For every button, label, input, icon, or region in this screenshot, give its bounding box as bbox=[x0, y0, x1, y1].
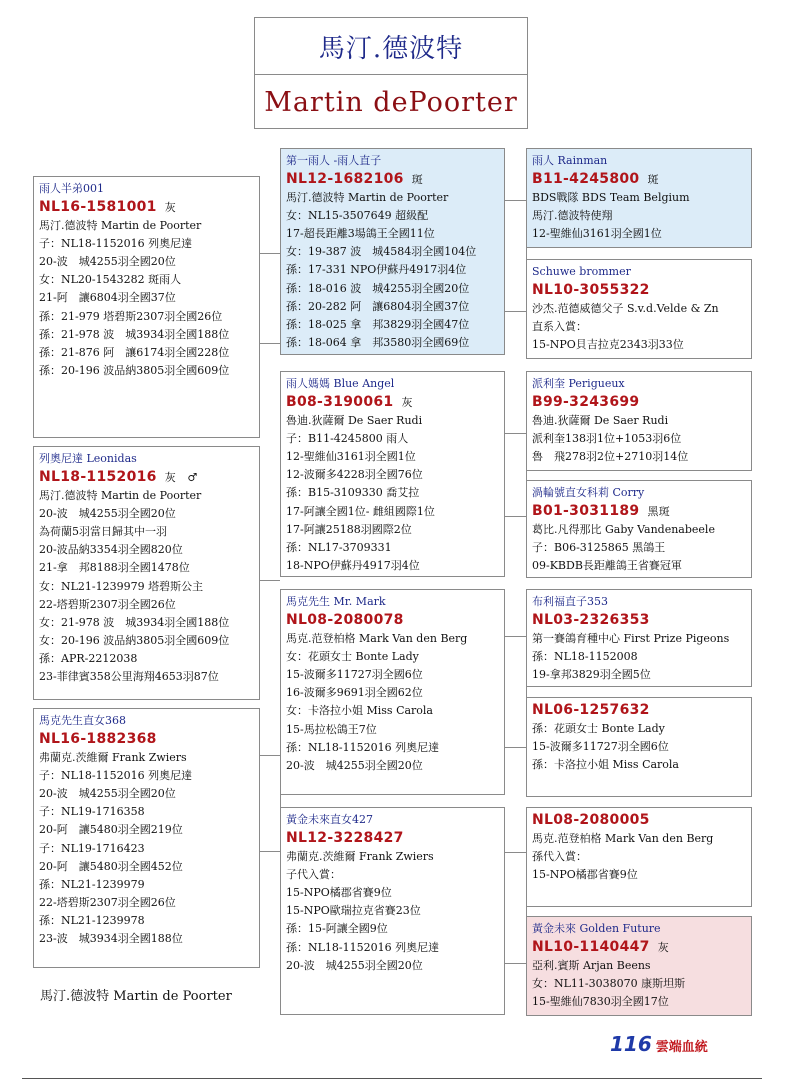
card-name: 列奧尼達 Leonidas bbox=[39, 452, 137, 465]
card-dam-sire bbox=[526, 371, 752, 471]
card-line: 女：NL20-1543282 斑雨人 bbox=[39, 273, 182, 287]
card-line: 孫：21-978 波 城3934羽全國188位 bbox=[39, 327, 230, 341]
card-line: 孫：21-979 塔碧斯2307羽全國26位 bbox=[39, 309, 223, 323]
color-text: 灰 bbox=[401, 396, 413, 410]
card-name: 布利福直子353 bbox=[532, 595, 608, 608]
card-line: 孫：18-064 拿 邦3580羽全國69位 bbox=[286, 335, 470, 349]
card-sire-sire bbox=[526, 148, 752, 248]
card-line: 亞利.賓斯 Arjan Beens bbox=[532, 959, 651, 973]
connector-line bbox=[260, 253, 281, 344]
connector-line bbox=[260, 580, 280, 582]
card-line: 弗蘭克.茨維爾 Frank Zwiers bbox=[286, 850, 434, 864]
card-line: 15-聖維仙7830羽全國17位 bbox=[532, 995, 669, 1009]
ring-text: NL08-2080005 bbox=[532, 812, 650, 828]
ring-number bbox=[286, 611, 500, 630]
card-line: 17-阿讓25188羽國際2位 bbox=[286, 522, 412, 536]
ring-number bbox=[532, 611, 747, 630]
card-line: 19-拿邦3829羽全國5位 bbox=[532, 668, 651, 682]
card-line: 20-波 城4255羽全國20位 bbox=[39, 255, 176, 269]
card-name: 雨人 Rainman bbox=[532, 154, 608, 167]
ring-number bbox=[39, 198, 255, 217]
ring-number bbox=[532, 502, 747, 521]
card-line: 魯迪.狄薩爾 De Saer Rudi bbox=[532, 414, 669, 428]
logo-text: 雲端血統 bbox=[655, 1040, 708, 1055]
card-line: 女：20-196 波品納3805羽全國609位 bbox=[39, 633, 230, 647]
connector-line bbox=[505, 636, 527, 748]
card-sire bbox=[280, 148, 505, 355]
ring-text: NL08-2080078 bbox=[286, 612, 404, 629]
ring-text: NL03-2326353 bbox=[532, 612, 650, 629]
card-line: 派利奎138羽1位+1053羽6位 bbox=[532, 432, 682, 446]
card-line: 馬汀.德波特使翔 bbox=[532, 209, 613, 223]
card-subject-3 bbox=[33, 708, 260, 968]
card-line: 09-KBDB長距離鴿王省賽冠軍 bbox=[532, 559, 682, 573]
card-line: 馬汀.德波特 Martin de Poorter bbox=[39, 489, 202, 503]
card-line: 孫：20-282 阿 讓6804羽全國37位 bbox=[286, 299, 470, 313]
ring-text: B11-4245800 bbox=[532, 171, 640, 188]
card-line: 孫：NL18-1152016 列奧尼達 bbox=[286, 740, 440, 754]
ring-text: B01-3031189 bbox=[532, 503, 640, 520]
card-sire3-dam bbox=[526, 697, 752, 797]
card-name: 雨人半弟001 bbox=[39, 182, 104, 195]
card-line: 12-波爾多4228羽全國76位 bbox=[286, 468, 423, 482]
card-line: 孫：15-阿讓全國9位 bbox=[286, 922, 388, 936]
card-line: 第一賽鴿育種中心 First Prize Pigeons bbox=[532, 632, 730, 646]
card-name: Schuwe brommer bbox=[532, 265, 631, 278]
card-line: 20-波 城4255羽全國20位 bbox=[286, 958, 423, 972]
card-line: 17-阿讓全國1位- 雌組國際1位 bbox=[286, 504, 435, 518]
ring-text: NL16-1882368 bbox=[39, 731, 157, 748]
card-line: 孫：卡洛拉小姐 Miss Carola bbox=[532, 758, 679, 772]
ring-number bbox=[532, 811, 747, 830]
card-name: 派利奎 Perigueux bbox=[532, 377, 625, 390]
ring-number bbox=[532, 701, 747, 720]
card-subject-2 bbox=[33, 446, 260, 700]
card-dam bbox=[280, 371, 505, 577]
card-line: 孫：17-331 NPO伊蘇丹4917羽4位 bbox=[286, 263, 467, 277]
card-line: 孫：21-876 阿 讓6174羽全國228位 bbox=[39, 345, 230, 359]
card-line: 女：卡洛拉小姐 Miss Carola bbox=[286, 704, 433, 718]
card-name: 雨人媽媽 Blue Angel bbox=[286, 377, 395, 390]
ring-text: NL10-3055322 bbox=[532, 282, 650, 299]
title-chinese: 馬汀.德波特 bbox=[255, 18, 527, 75]
breeder-footer: 馬汀.德波特 Martin de Poorter bbox=[40, 989, 232, 1004]
connector-line bbox=[505, 200, 527, 312]
card-line: 孫：20-196 波品納3805羽全國609位 bbox=[39, 363, 230, 377]
card-name: 馬克先生直女368 bbox=[39, 714, 126, 727]
card-line: 直系入賞： bbox=[532, 320, 587, 334]
ring-number bbox=[286, 829, 500, 848]
card-line: 女：19-387 波 城4584羽全國104位 bbox=[286, 245, 477, 259]
card-line: 20-波 城4255羽全國20位 bbox=[39, 507, 176, 521]
card-line: 22-塔碧斯2307羽全國26位 bbox=[39, 597, 176, 611]
logo-number: 116 bbox=[610, 1032, 652, 1056]
card-line: 葛比.凡得那比 Gaby Vandenabeele bbox=[532, 523, 715, 537]
card-line: 馬汀.德波特 Martin de Poorter bbox=[39, 219, 202, 233]
card-line: 子：B06-3125865 黑鴿王 bbox=[532, 541, 666, 555]
ring-text: B99-3243699 bbox=[532, 394, 640, 411]
card-line: 20-阿 讓5480羽全國452位 bbox=[39, 859, 183, 873]
card-line: 為荷蘭5羽當日歸其中一羽 bbox=[39, 525, 167, 539]
ring-number bbox=[532, 281, 747, 300]
card-line: 子：NL18-1152016 列奧尼達 bbox=[39, 769, 193, 783]
card-line: 16-波爾多9691羽全國62位 bbox=[286, 686, 423, 700]
card-sire-3 bbox=[280, 589, 505, 795]
card-line: 21-阿 讓6804羽全國37位 bbox=[39, 291, 176, 305]
card-line: 15-馬拉松鴿王7位 bbox=[286, 722, 377, 736]
ring-text: NL10-1140447 bbox=[532, 939, 650, 956]
color-text: 斑 bbox=[411, 173, 424, 187]
color-text: 灰 bbox=[164, 201, 177, 215]
card-line: 子：NL19-1716423 bbox=[39, 841, 145, 855]
card-line: 女：NL21-1239979 塔碧斯公主 bbox=[39, 579, 204, 593]
card-line: 22-塔碧斯2307羽全國26位 bbox=[39, 895, 176, 909]
ring-number bbox=[532, 938, 747, 957]
card-line: 子：B11-4245800 雨人 bbox=[286, 432, 409, 446]
card-line: 弗蘭克.茨維爾 Frank Zwiers bbox=[39, 751, 187, 765]
ring-number bbox=[286, 393, 500, 412]
ring-number bbox=[39, 468, 255, 487]
ring-text: NL12-3228427 bbox=[286, 830, 404, 847]
connector-line bbox=[505, 852, 527, 964]
connector-line bbox=[505, 433, 527, 517]
card-dam-dam bbox=[526, 480, 752, 578]
color-text: 黑斑 bbox=[647, 505, 671, 519]
card-line: 18-NPO伊蘇丹4917羽4位 bbox=[286, 558, 420, 572]
card-line: 孫：NL21-1239979 bbox=[39, 877, 145, 891]
card-name: 黃金未來直女427 bbox=[286, 813, 373, 826]
card-line: 女：21-978 波 城3934羽全國188位 bbox=[39, 615, 230, 629]
card-line: 孫代入賞： bbox=[532, 850, 587, 864]
title-english: Martin dePoorter bbox=[264, 87, 518, 118]
card-line: 23-波 城3934羽全國188位 bbox=[39, 932, 183, 946]
ring-text: NL06-1257632 bbox=[532, 702, 650, 718]
ring-number bbox=[532, 393, 747, 412]
card-dam3-dam bbox=[526, 916, 752, 1016]
card-line: 17-超長距離3場鴿王全國11位 bbox=[286, 227, 435, 241]
card-line: 馬汀.德波特 Martin de Poorter bbox=[286, 191, 449, 205]
card-line: 15-NPO橘郡省賽9位 bbox=[286, 886, 392, 900]
card-line: 15-NPO貝吉拉克2343羽33位 bbox=[532, 338, 684, 352]
ring-text: NL16-1581001 bbox=[39, 199, 157, 216]
card-line: 孫：NL21-1239978 bbox=[39, 913, 145, 927]
ring-number bbox=[39, 730, 255, 749]
ring-text: NL12-1682106 bbox=[286, 171, 404, 188]
card-line: 女：NL11-3038070 康斯坦斯 bbox=[532, 977, 686, 991]
card-subject bbox=[33, 176, 260, 438]
card-line: 孫：B15-3109330 喬艾拉 bbox=[286, 486, 420, 500]
ring-text: B08-3190061 bbox=[286, 394, 394, 411]
card-line: 15-NPO歐瑞拉克省賽23位 bbox=[286, 904, 421, 918]
ring-number bbox=[286, 170, 500, 189]
card-line: 子代入賞： bbox=[286, 868, 341, 882]
card-line: 孫：18-025 拿 邦3829羽全國47位 bbox=[286, 317, 470, 331]
card-line: 21-拿 邦8188羽全國1478位 bbox=[39, 561, 190, 575]
card-line: 孫：花頭女士 Bonte Lady bbox=[532, 722, 665, 735]
connector-line bbox=[260, 755, 281, 852]
card-line: 15-NPO橘郡省賽9位 bbox=[532, 868, 638, 882]
card-line: 女：花頭女士 Bonte Lady bbox=[286, 650, 419, 664]
card-line: 23-菲律賓358公里海翔4653羽87位 bbox=[39, 670, 219, 684]
connector-line bbox=[260, 253, 280, 255]
card-name: 渦輪號直女科莉 Corry bbox=[532, 486, 645, 499]
card-line: 孫：NL18-1152016 列奧尼達 bbox=[286, 940, 440, 954]
card-line: 12-聖維仙3161羽全國1位 bbox=[532, 227, 662, 241]
card-line: 子：NL18-1152016 列奧尼達 bbox=[39, 237, 193, 251]
card-dam-3 bbox=[280, 807, 505, 1015]
ring-text: NL18-1152016 bbox=[39, 469, 157, 486]
card-line: 孫：NL18-1152008 bbox=[532, 650, 638, 664]
card-line: 孫：APR-2212038 bbox=[39, 651, 138, 665]
card-line: 子：NL19-1716358 bbox=[39, 805, 145, 819]
title-box bbox=[254, 17, 528, 129]
card-line: 20-波 城4255羽全國20位 bbox=[39, 787, 176, 801]
card-name: 黃金未來 Golden Future bbox=[532, 922, 661, 935]
card-sire3-sire bbox=[526, 589, 752, 687]
card-line: 孫：18-016 波 城4255羽全國20位 bbox=[286, 281, 470, 295]
card-line: 20-波 城4255羽全國20位 bbox=[286, 758, 423, 772]
card-name: 馬克先生 Mr. Mark bbox=[286, 595, 386, 608]
card-line: 魯 飛278羽2位+2710羽14位 bbox=[532, 450, 689, 464]
card-line: 20-阿 讓5480羽全國219位 bbox=[39, 823, 183, 837]
card-dam3-sire bbox=[526, 807, 752, 907]
card-line: BDS戰隊 BDS Team Belgium bbox=[532, 191, 690, 205]
card-line: 馬克.范登柏格 Mark Van den Berg bbox=[532, 832, 714, 845]
card-line: 12-聖維仙3161羽全國1位 bbox=[286, 450, 416, 464]
card-line: 20-波品納3354羽全國820位 bbox=[39, 543, 183, 557]
card-line: 馬克.范登柏格 Mark Van den Berg bbox=[286, 632, 468, 646]
card-line: 女：NL15-3507649 超級配 bbox=[286, 209, 429, 223]
card-line: 魯迪.狄薩爾 De Saer Rudi bbox=[286, 414, 423, 428]
card-name: 第一雨人 -雨人直子 bbox=[286, 154, 382, 167]
bottom-divider bbox=[22, 1078, 762, 1079]
brand-logo bbox=[610, 1032, 708, 1056]
color-text: 斑 bbox=[647, 173, 659, 187]
color-text: 灰 bbox=[657, 941, 670, 955]
card-line: 15-波爾多11727羽全國6位 bbox=[532, 740, 669, 754]
card-sire-dam bbox=[526, 259, 752, 359]
ring-number bbox=[532, 170, 747, 189]
card-line: 孫：NL17-3709331 bbox=[286, 540, 392, 554]
card-line: 15-波爾多11727羽全國6位 bbox=[286, 668, 423, 682]
card-line: 沙杰.范德威德父子 S.v.d.Velde & Zn bbox=[532, 302, 719, 316]
color-text: 灰 ♂ bbox=[164, 471, 198, 485]
